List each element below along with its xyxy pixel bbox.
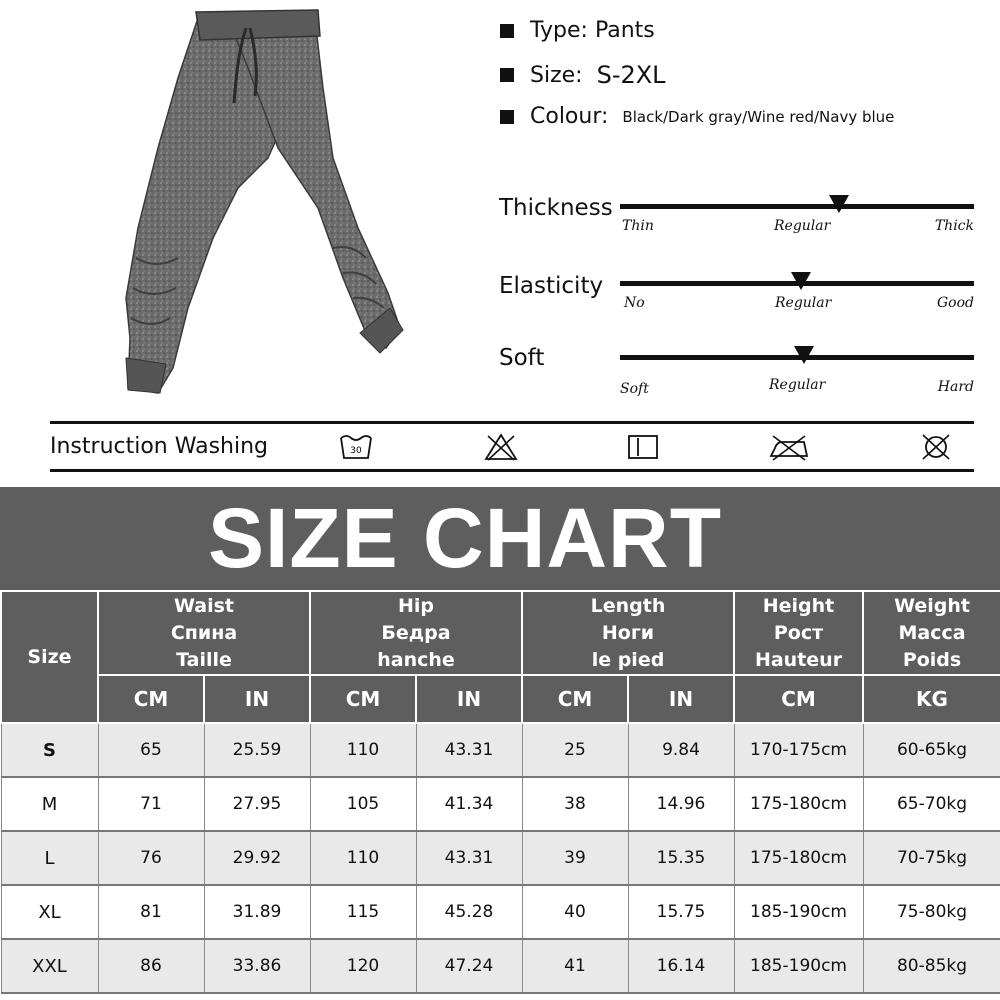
meter-label-thickness: Thickness: [499, 195, 613, 221]
unit-header: IN: [628, 675, 734, 723]
table-cell: 110: [310, 831, 416, 885]
meter-mid-label: Regular: [774, 218, 831, 234]
table-cell: 175-180cm: [734, 831, 863, 885]
table-cell: 39: [522, 831, 628, 885]
spec-type-value: Pants: [594, 18, 655, 43]
table-cell: 15.75: [628, 885, 734, 939]
elasticity-meter: [620, 281, 974, 321]
header-line: Poids: [902, 648, 962, 671]
table-cell: 43.31: [416, 723, 522, 777]
size-cell: M: [1, 777, 98, 831]
header-line: Weight: [894, 594, 970, 617]
table-cell: 41: [522, 939, 628, 993]
meter-mid-label: Regular: [769, 377, 826, 393]
meter-left-label: No: [624, 295, 645, 311]
header-line: Taille: [176, 648, 232, 671]
table-row: [1, 831, 1000, 885]
header-line: Спина: [170, 621, 238, 644]
meter-right-label: Thick: [934, 218, 974, 234]
do-not-bleach-icon: [484, 432, 518, 462]
table-cell: 29.92: [204, 831, 310, 885]
unit-header: CM: [310, 675, 416, 723]
wash-30-icon: [339, 432, 373, 462]
table-cell: 16.14: [628, 939, 734, 993]
divider-top: [50, 421, 974, 424]
meter-mid-label: Regular: [775, 295, 832, 311]
spec-type: [500, 18, 655, 43]
unit-header: IN: [416, 675, 522, 723]
header-line: Масса: [898, 621, 966, 644]
table-row: [1, 939, 1000, 993]
meter-right-label: Hard: [937, 379, 974, 395]
table-cell: 65-70kg: [863, 777, 1000, 831]
thickness-meter: [620, 204, 974, 244]
table-cell: 185-190cm: [734, 885, 863, 939]
header-line: Hip: [397, 594, 434, 617]
table-cell: 25: [522, 723, 628, 777]
table-cell: 71: [98, 777, 204, 831]
spec-size: [500, 61, 666, 89]
softness-meter: [620, 355, 974, 395]
table-cell: 120: [310, 939, 416, 993]
table-cell: 38: [522, 777, 628, 831]
unit-header: KG: [863, 675, 1000, 723]
bullet-square-icon: [500, 110, 514, 124]
table-row: [1, 777, 1000, 831]
table-cell: 40: [522, 885, 628, 939]
table-cell: 45.28: [416, 885, 522, 939]
unit-header: IN: [204, 675, 310, 723]
waist-header: [98, 591, 310, 675]
table-cell: 70-75kg: [863, 831, 1000, 885]
divider-bottom: [50, 469, 974, 472]
table-cell: 185-190cm: [734, 939, 863, 993]
spec-colour: [500, 104, 894, 129]
meter-left-label: Soft: [620, 381, 649, 397]
pants-product-image: [118, 8, 408, 403]
header-line: Ноги: [601, 621, 655, 644]
table-cell: 43.31: [416, 831, 522, 885]
meter-label-soft: Soft: [499, 345, 545, 371]
header-line: Рост: [773, 621, 824, 644]
spec-size-value: S-2XL: [596, 61, 666, 89]
table-cell: 27.95: [204, 777, 310, 831]
header-line: le pied: [591, 648, 665, 671]
do-not-iron-icon: [768, 432, 810, 462]
table-cell: 14.96: [628, 777, 734, 831]
do-not-dry-clean-icon: [919, 432, 953, 462]
unit-header: CM: [734, 675, 863, 723]
table-cell: 9.84: [628, 723, 734, 777]
spec-type-key: Type:: [530, 18, 588, 43]
meter-indicator-icon: [791, 272, 811, 290]
hip-header: [310, 591, 522, 675]
table-cell: 80-85kg: [863, 939, 1000, 993]
table-cell: 25.59: [204, 723, 310, 777]
meter-label-elasticity: Elasticity: [499, 273, 604, 299]
spec-colour-key: Colour:: [530, 104, 609, 129]
unit-header: CM: [98, 675, 204, 723]
dry-flat-icon: [626, 432, 660, 462]
table-cell: 175-180cm: [734, 777, 863, 831]
table-cell: 41.34: [416, 777, 522, 831]
size-chart-table: [0, 590, 1000, 994]
header-line: Hauteur: [754, 648, 843, 671]
wash-temp-label: 30: [350, 446, 362, 456]
table-cell: 170-175cm: [734, 723, 863, 777]
washing-title: Instruction Washing: [50, 434, 268, 459]
table-cell: 31.89: [204, 885, 310, 939]
header-line: Waist: [173, 594, 234, 617]
size-chart-title: SIZE CHART: [208, 491, 722, 585]
unit-header: CM: [522, 675, 628, 723]
table-cell: 115: [310, 885, 416, 939]
table-cell: 86: [98, 939, 204, 993]
header-line: hanche: [377, 648, 455, 671]
size-cell: XXL: [1, 939, 98, 993]
table-cell: 105: [310, 777, 416, 831]
table-cell: 75-80kg: [863, 885, 1000, 939]
table-cell: 15.35: [628, 831, 734, 885]
table-cell: 47.24: [416, 939, 522, 993]
header-line: Бедра: [381, 621, 451, 644]
meter-track: [620, 204, 974, 209]
meter-right-label: Good: [936, 295, 974, 311]
table-cell: 76: [98, 831, 204, 885]
table-row: [1, 885, 1000, 939]
bullet-square-icon: [500, 68, 514, 82]
spec-type-text: [530, 18, 655, 43]
spec-colour-value: Black/Dark gray/Wine red/Navy blue: [622, 107, 895, 126]
table-cell: 81: [98, 885, 204, 939]
meter-left-label: Thin: [622, 218, 654, 234]
table-row: [1, 723, 1000, 777]
header-line: Height: [762, 594, 835, 617]
weight-header: [863, 591, 1000, 675]
bullet-square-icon: [500, 24, 514, 38]
size-cell: L: [1, 831, 98, 885]
size-header: Size: [1, 591, 98, 723]
table-cell: 110: [310, 723, 416, 777]
table-cell: 65: [98, 723, 204, 777]
height-header: [734, 591, 863, 675]
spec-size-key: Size:: [530, 62, 583, 88]
size-cell: XL: [1, 885, 98, 939]
meter-indicator-icon: [794, 346, 814, 364]
table-cell: 60-65kg: [863, 723, 1000, 777]
size-cell: S: [1, 723, 98, 777]
header-line: Length: [590, 594, 666, 617]
meter-indicator-icon: [829, 195, 849, 213]
table-cell: 33.86: [204, 939, 310, 993]
length-header: [522, 591, 734, 675]
